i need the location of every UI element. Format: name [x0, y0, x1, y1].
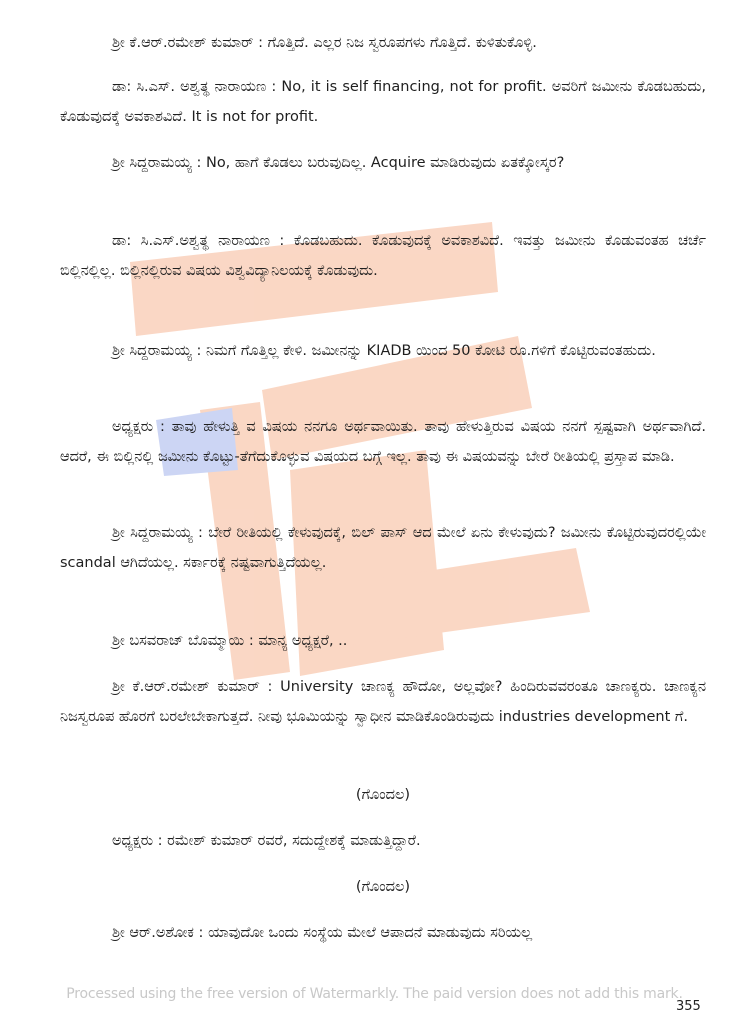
speech-text: ಗೊತ್ತಿದೆ. ಎಲ್ಲರ ನಿಜ ಸ್ವರೂಪಗಳು ಗೊತ್ತಿದೆ. ಕುಳಿತುಕೊಳ್ಳಿ.: [267, 35, 537, 51]
paragraph: [60, 412, 706, 472]
speech-text: ರಮೇಶ್ ಕುಮಾರ್ ರವರೆ, ಸದುದ್ದೇಶಕ್ಕೆ ಮಾಡುತ್ತಿದ್ದಾರೆ.: [167, 833, 421, 849]
paragraph: [60, 226, 706, 286]
paragraph: [60, 826, 706, 856]
speaker-name: ಶ್ರೀ ಸಿದ್ದರಾಮಯ್ಯ :: [112, 525, 203, 541]
paragraph: [60, 672, 706, 732]
speaker-name: ಶ್ರೀ ಸಿದ್ದರಾಮಯ್ಯ :: [112, 155, 202, 171]
speech-text: No, it is self financing, not for profit. ಅವರಿಗೆ ಜಮೀನು ಕೊಡಬಹುದು, ಕೊಡುವುದಕ್ಕೆ ಅವಕಾಶವಿದೆ. It is not for profit.: [60, 79, 707, 125]
page-number: 355: [676, 999, 701, 1014]
stage-direction-text: (ಗೊಂದಲ): [355, 787, 411, 803]
speaker-name: ಅಧ್ಯಕ್ಷರು :: [112, 833, 163, 849]
speech-text: ಮಾನ್ಯ ಅಧ್ಯಕ್ಷರೆ, ..: [258, 633, 348, 649]
speech-text: ಬೇರೆ ರೀತಿಯಲ್ಲಿ ಕೇಳುವುದಕ್ಕೆ, ಬಿಲ್ ಪಾಸ್ ಆದ ಮೇಲೆ ಏನು ಕೇಳುವುದು? ಜಮೀನು ಕೊಟ್ಟಿರುವುದರಲ್ಲಿಯೇ scandal ಆಗಿದೆಯಲ್ಲ. ಸರ್ಕಾರಕ್ಕೆ ನಷ್ಟವಾಗುತ್ತಿದೆಯಲ್ಲ.: [60, 525, 707, 571]
speaker-name: ಡಾ: ಸಿ.ಎಸ್. ಅಶ್ವತ್ಥ ನಾರಾಯಣ :: [112, 79, 277, 95]
speaker-name: ಶ್ರೀ ಕೆ.ಆರ್.ರಮೇಶ್ ಕುಮಾರ್ :: [112, 679, 273, 695]
speaker-name: ಶ್ರೀ ಕೆ.ಆರ್.ರಮೇಶ್ ಕುಮಾರ್ :: [112, 35, 264, 51]
speech-text: ಯಾವುದೋ ಒಂದು ಸಂಸ್ಥೆಯ ಮೇಲೆ ಆಪಾದನೆ ಮಾಡುವುದು ಸರಿಯಲ್ಲ: [208, 925, 533, 941]
speech-text: ತಾವು ಹೇಳುತ್ತಿ ವ ವಿಷಯ ನನಗೂ ಅರ್ಥವಾಯಿತು. ತಾವು ಹೇಳುತ್ತಿರುವ ವಿಷಯ ನನಗೆ ಸ್ಪಷ್ಟವಾಗಿ ಅರ್ಥವಾಗಿದೆ. ಆದರೆ, ಈ ಬಿಲ್ಲಿನಲ್ಲಿ ಜಮೀನು ಕೊಟ್ಟು-ತೆಗೆದುಕೊಳ್ಳುವ ವಿಷಯದ ಬಗ್ಗೆ ಇಲ್ಲ. ತಾವು ಈ ವಿಷಯವನ್ನು ಬೇರೆ ರೀತಿಯಲ್ಲಿ ಪ್ರಸ್ತಾಪ ಮಾಡಿ.: [60, 419, 707, 465]
speech-text: No, ಹಾಗೆ ಕೊಡಲು ಬರುವುದಿಲ್ಲ. Acquire ಮಾಡಿರುವುದು ಏತಕ್ಕೋಸ್ಕರ?: [205, 155, 565, 171]
paragraph: [60, 148, 706, 178]
stage-direction-text: (ಗೊಂದಲ): [355, 879, 411, 895]
paragraph: [60, 72, 706, 132]
speaker-name: ಶ್ರೀ ಸಿದ್ದರಾಮಯ್ಯ :: [112, 343, 202, 359]
paragraph: [60, 28, 706, 58]
speaker-name: ಡಾ: ಸಿ.ಎಸ್.ಅಶ್ವತ್ಥ ನಾರಾಯಣ :: [112, 233, 285, 249]
paragraph: [60, 918, 706, 948]
stage-direction: [60, 872, 706, 902]
stage-direction: [60, 780, 706, 810]
paragraph: [60, 626, 706, 656]
speech-text: University ಚಾಣಕ್ಯ ಹೌದೋ, ಅಲ್ಲವೋ? ಹಿಂದಿರುವವರಂತೂ ಚಾಣಕ್ಯರು. ಚಾಣಕ್ಯನ ನಿಜಸ್ವರೂಪ ಹೊರಗೆ ಬರಲೇಬೇಕಾಗುತ್ತದೆ. ನೀವು ಭೂಮಿಯನ್ನು ಸ್ವಾಧೀನ ಮಾಡಿಕೊಂಡಿರುವುದು industries development ಗೆ.: [60, 679, 707, 725]
watermark-notice: Processed using the free version of Watermarkly. The paid version does not add this mark.: [66, 986, 683, 1002]
speaker-name: ಶ್ರೀ ಆರ್.ಅಶೋಕ :: [112, 925, 204, 941]
speech-text: ಕೊಡಬಹುದು. ಕೊಡುವುದಕ್ಕೆ ಅವಕಾಶವಿದೆ. ಇವತ್ತು ಜಮೀನು ಕೊಡುವಂತಹ ಚರ್ಚೆ ಬಿಲ್ಲಿನಲ್ಲಿಲ್ಲ. ಬಿಲ್ಲಿನಲ್ಲಿರುವ ವಿಷಯ ವಿಶ್ವವಿದ್ಯಾನಿಲಯಕ್ಕೆ ಕೊಡುವುದು.: [60, 233, 707, 279]
speaker-name: ಶ್ರೀ ಬಸವರಾಜ್ ಬೊಮ್ಮಾಯಿ :: [112, 633, 254, 649]
paragraph: [60, 518, 706, 578]
speaker-name: ಅಧ್ಯಕ್ಷರು :: [112, 419, 165, 435]
speech-text: ನಿಮಗೆ ಗೊತ್ತಿಲ್ಲ ಕೇಳಿ. ಜಮೀನನ್ನು KIADB ಯಿಂದ 50 ಕೋಟಿ ರೂ.ಗಳಿಗೆ ಕೊಟ್ಟಿರುವಂತಹುದು.: [205, 343, 656, 359]
paragraph: [60, 336, 706, 366]
